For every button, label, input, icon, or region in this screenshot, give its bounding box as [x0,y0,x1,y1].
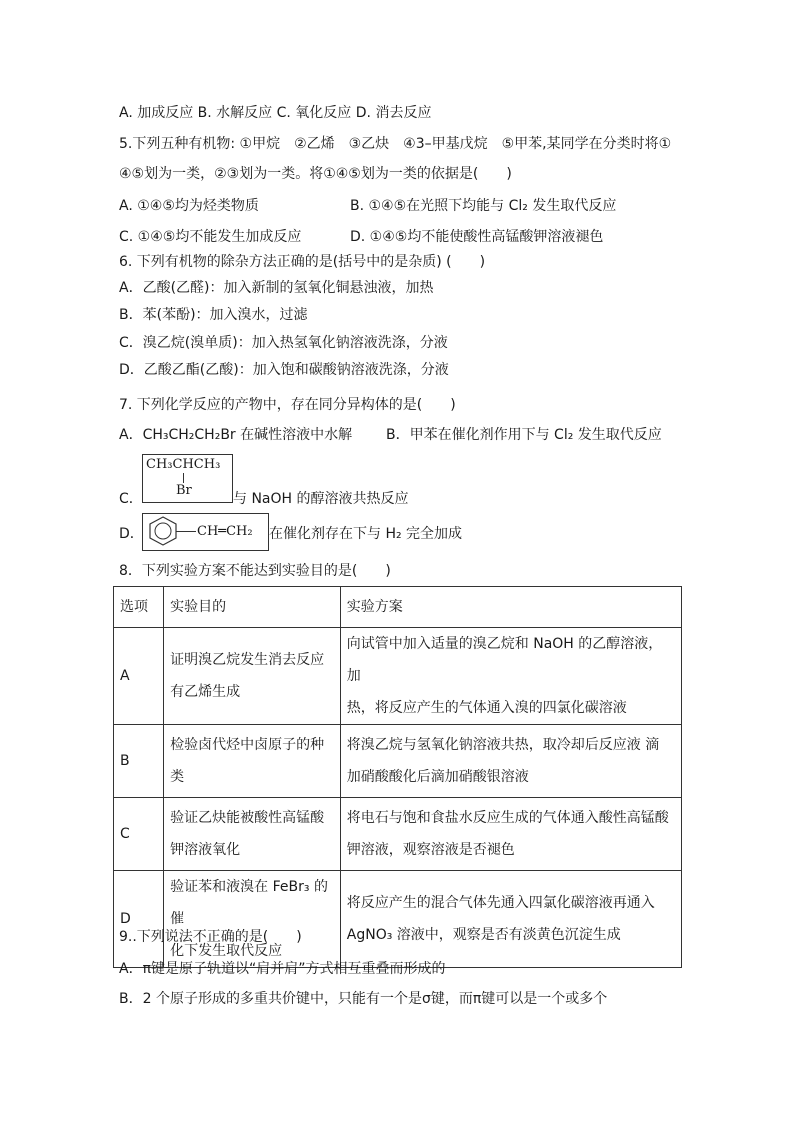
q7-option-b: B．甲苯在催化剂作用下与 Cl₂ 发生取代反应 [386,427,662,443]
q8-stem: 8．下列实验方案不能达到实验目的是( ) [119,563,391,579]
q8-row-c-purpose [164,798,341,871]
q8-table [113,586,682,968]
table-row [114,798,682,871]
q8-row-b-purpose-line2: 类 [170,769,185,785]
q8-row-d-plan [340,871,681,968]
q8-header-purpose: 实验目的 [164,587,341,628]
q8-row-d-purpose-line1: 验证苯和液溴在 FeBr₃ 的催 [170,879,328,927]
q4-options: A. 加成反应 B. 水解反应 C. 氧化反应 D. 消去反应 [119,105,432,121]
q8-row-d-plan-line1: 将反应产生的混合气体先通入四氯化碳溶液再通入 [346,895,655,911]
q7-option-c-text: 与 NaOH 的醇溶液共热反应 [233,491,409,507]
q8-row-d-purpose [164,871,341,968]
table-row [114,871,682,968]
q8-row-d-plan-line2: AgNO₃ 溶液中，观察是否有淡黄色沉淀生成 [346,927,621,943]
q9-stem: 9..下列说法不正确的是( ) [119,929,302,945]
q7-option-c-label: C． [119,491,143,507]
q8-row-c-purpose-line1: 验证乙炔能被酸性高锰酸 [170,810,325,826]
q8-row-a-plan-line1: 向试管中加入适量的溴乙烷和 NaOH 的乙醇溶液，加 [346,636,663,684]
q9-option-a: A．π键是原子轨道以“肩并肩”方式相互重叠而形成的 [119,961,446,977]
q7-option-c-bond [183,473,184,483]
q7-option-c-formula-top: CH₃CHCH₃ [146,457,221,472]
q7-option-c-structure-box [142,454,233,503]
q8-row-d-purpose-line2: 化下发生取代反应 [170,943,283,959]
q8-row-c-plan [340,798,681,871]
q8-header-option: 选项 [114,587,164,628]
q5-option-a: A. ①④⑤均为烃类物质 [119,198,259,214]
q8-row-a-purpose [164,628,341,725]
q7-option-d-text: 在催化剂存在下与 H₂ 完全加成 [269,526,463,542]
q5-stem-line2: ④⑤划为一类，②③划为一类。将①④⑤划为一类的依据是( ) [119,166,512,182]
q7-option-d-label: D． [119,526,144,542]
q8-table-header-row [114,587,682,628]
q8-header-plan: 实验方案 [340,587,681,628]
q8-row-a-plan [340,628,681,725]
q7-option-d-formula: CH═CH₂ [197,524,253,539]
q6-option-b: B．苯(苯酚)：加入溴水，过滤 [119,307,308,323]
q8-row-a-plan-line2: 热，将反应产生的气体通入溴的四氯化碳溶液 [346,700,627,716]
q5-option-b: B. ①④⑤在光照下均能与 Cl₂ 发生取代反应 [350,198,617,214]
q7-option-d-structure-box [142,513,269,551]
q8-row-c-plan-line2: 钾溶液，观察溶液是否褪色 [346,842,515,858]
q8-row-b-option: B [114,725,164,798]
q6-stem: 6. 下列有机物的除杂方法正确的是(括号中的是杂质) ( ) [119,254,486,270]
q8-row-b-purpose-line1: 检验卤代烃中卤原子的种 [170,737,325,753]
table-row [114,725,682,798]
q7-stem: 7. 下列化学反应的产物中，存在同分异构体的是( ) [119,397,456,413]
q7-option-d-bond [176,531,196,532]
q8-row-a-purpose-line1: 证明溴乙烷发生消去反应 [170,652,325,668]
q7-option-a: A．CH₃CH₂CH₂Br 在碱性溶液中水解 [119,427,353,443]
q5-stem-line1: 5.下列五种有机物: ①甲烷 ②乙烯 ③乙炔 ④3–甲基戊烷 ⑤甲苯,某同学在分类时将① [119,136,672,152]
q8-row-c-purpose-line2: 钾溶液氧化 [170,842,241,858]
q8-row-c-option: C [114,798,164,871]
q6-option-d: D．乙酸乙酯(乙酸)：加入饱和碳酸钠溶液洗涤，分液 [119,362,449,378]
q8-row-d-option: D [114,871,164,968]
q6-option-c: C．溴乙烷(溴单质)：加入热氢氧化钠溶液洗涤，分液 [119,335,448,351]
q8-row-b-plan [340,725,681,798]
q8-row-b-plan-line1: 将溴乙烷与氢氧化钠溶液共热，取冷却后反应液 滴 [346,737,660,753]
q8-row-b-plan-line2: 加硝酸酸化后滴加硝酸银溶液 [346,769,529,785]
q5-option-c: C. ①④⑤均不能发生加成反应 [119,229,302,245]
q7-option-c-formula-br: Br [176,483,192,498]
q5-option-d: D. ①④⑤均不能使酸性高锰酸钾溶液褪色 [350,229,604,245]
q6-option-a: A．乙酸(乙醛)：加入新制的氢氧化铜悬浊液，加热 [119,280,434,296]
q8-row-a-option: A [114,628,164,725]
table-row [114,628,682,725]
q9-option-b: B．2 个原子形成的多重共价键中，只能有一个是σ键，而π键可以是一个或多个 [119,991,608,1007]
q8-row-a-purpose-line2: 有乙烯生成 [170,684,241,700]
q8-row-b-purpose [164,725,341,798]
q8-row-c-plan-line1: 将电石与饱和食盐水反应生成的气体通入酸性高锰酸 [346,810,669,826]
